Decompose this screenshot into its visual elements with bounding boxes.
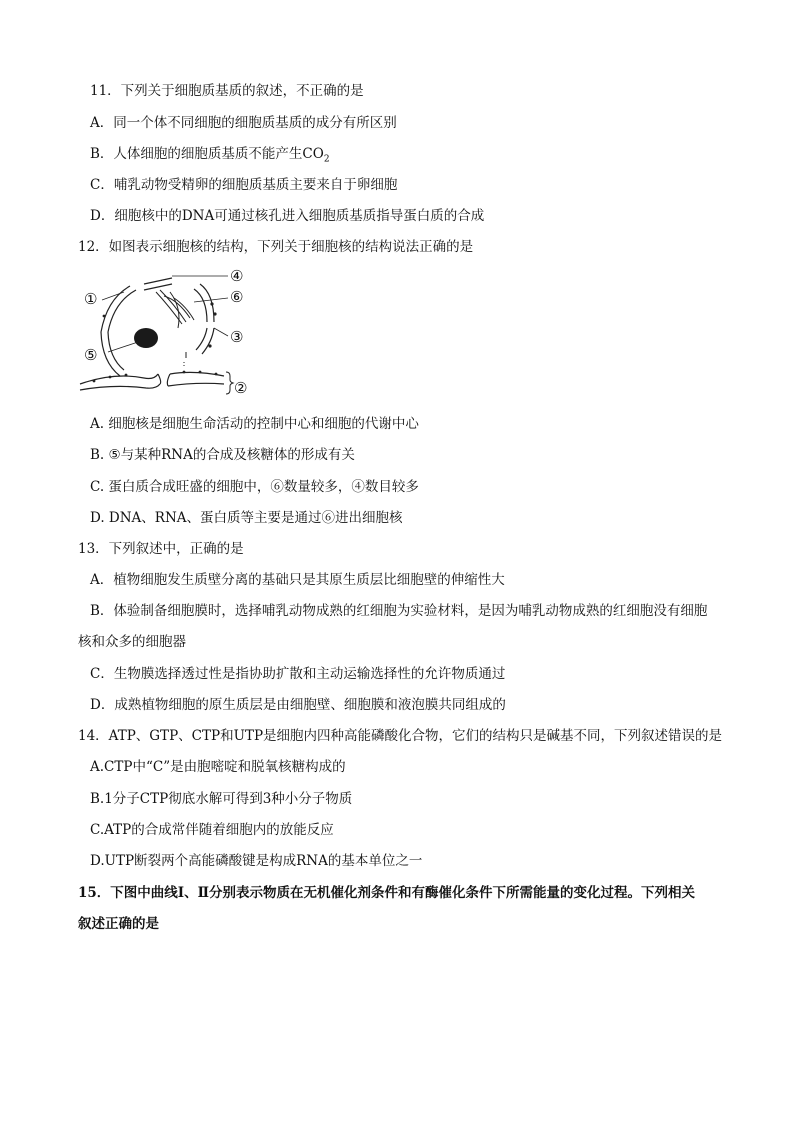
co2-subscript: 2	[323, 154, 330, 165]
q13-option-c: C．生物膜选择透过性是指协助扩散和主动运输选择性的允许物质通过	[90, 666, 506, 682]
q13-option-b: B．体验制备细胞膜时，选择哺乳动物成熟的红细胞为实验材料，是因为哺乳动物成熟的红细胞没有细胞	[90, 603, 708, 619]
q13-option-d: D．成熟植物细胞的原生质层是由细胞壁、细胞膜和液泡膜共同组成的	[90, 697, 506, 713]
q11-option-c: C．哺乳动物受精卵的细胞质基质主要来自于卵细胞	[90, 177, 398, 193]
q11-stem: 11．下列关于细胞质基质的叙述，不正确的是	[90, 83, 364, 99]
label-5: ⑤	[84, 346, 98, 364]
nucleus-structure-diagram	[74, 262, 274, 404]
q12-stem: 12．如图表示细胞核的结构，下列关于细胞核的结构说法正确的是	[78, 239, 474, 255]
nucleolus-shape	[134, 328, 158, 348]
q13-option-b-continued: 核和众多的细胞器	[78, 634, 186, 650]
q12-option-c: C. 蛋白质合成旺盛的细胞中，⑥数量较多，④数目较多	[90, 479, 419, 495]
q12-option-b: B. ⑤与某种RNA的合成及核糖体的形成有关	[90, 447, 355, 463]
q11-option-a: A．同一个体不同细胞的细胞质基质的成分有所区别	[90, 115, 397, 131]
q11-option-d: D．细胞核中的DNA可通过核孔进入细胞质基质指导蛋白质的合成	[90, 208, 485, 224]
q14-option-d: D.UTP断裂两个高能磷酸键是构成RNA的基本单位之一	[90, 853, 423, 869]
q11-option-b	[90, 144, 330, 170]
q15-stem-line2: 叙述正确的是	[78, 916, 159, 932]
label-1: ①	[84, 290, 98, 308]
q12-option-a: A. 细胞核是细胞生命活动的控制中心和细胞的代谢中心	[90, 416, 419, 432]
label-4: ④	[230, 267, 244, 285]
q13-stem: 13．下列叙述中，正确的是	[78, 541, 244, 557]
q11-option-b-text: B．人体细胞的细胞质基质不能产生CO	[90, 146, 324, 162]
label-2: ②	[234, 379, 248, 397]
q14-option-b: B.1分子CTP彻底水解可得到3种小分子物质	[90, 791, 353, 807]
label-3: ③	[230, 328, 244, 346]
label-6: ⑥	[230, 288, 244, 306]
q14-stem: 14．ATP、GTP、CTP和UTP是细胞内四种高能磷酸化合物，它们的结构只是碱基不同，下列叙述错误的是	[78, 728, 723, 744]
q15-stem-line1: 15．下图中曲线Ⅰ、Ⅱ分别表示物质在无机催化剂条件和有酶催化条件下所需能量的变化过程。下列相关	[78, 885, 695, 901]
q14-option-c: C.ATP的合成常伴随着细胞内的放能反应	[90, 822, 334, 838]
q12-option-d: D. DNA、RNA、蛋白质等主要是通过⑥进出细胞核	[90, 510, 403, 526]
q13-option-a: A．植物细胞发生质壁分离的基础只是其原生质层比细胞壁的伸缩性大	[90, 572, 505, 588]
q14-option-a: A.CTP中“C”是由胞嘧啶和脱氧核糖构成的	[90, 759, 346, 775]
